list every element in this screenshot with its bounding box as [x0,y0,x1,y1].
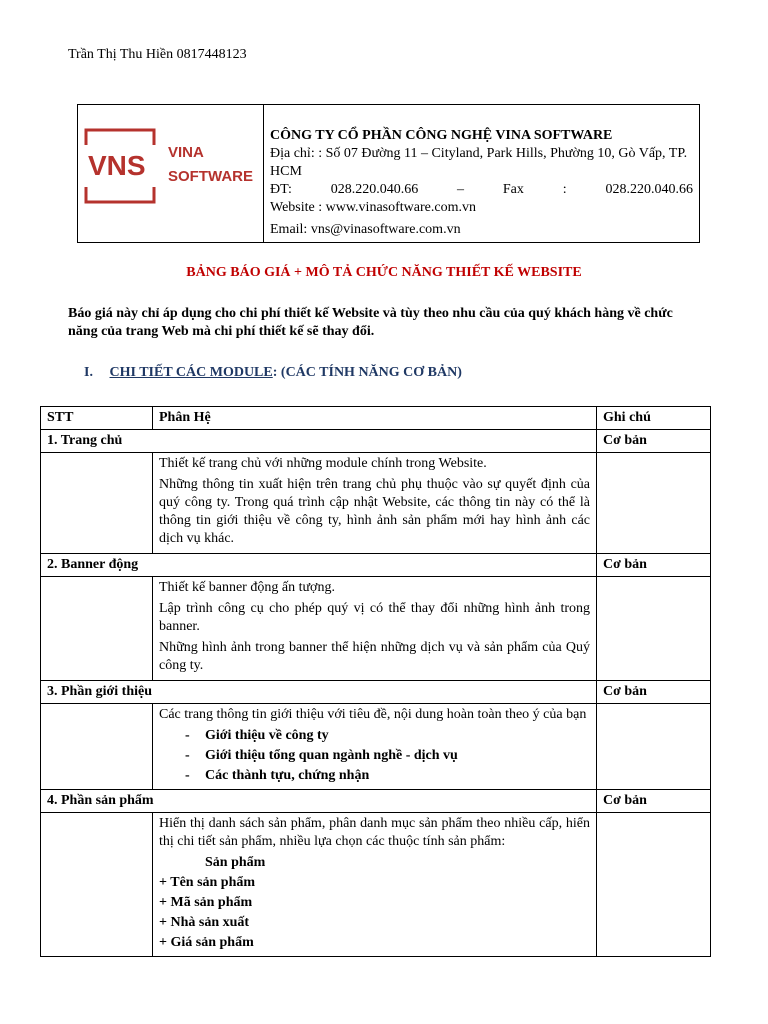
company-name: CÔNG TY CỔ PHẦN CÔNG NGHỆ VINA SOFTWARE [270,128,613,143]
company-address: Địa chỉ: : Số 07 Đường 11 – Cityland, Park Hills, Phường 10, Gò Vấp, TP. HCM [270,146,688,179]
author-line: Trần Thị Thu Hiền 0817448123 [68,47,247,62]
module-title-row [41,790,711,813]
module-title-row [41,430,711,453]
module-title-row [41,554,711,577]
bullet-item: - Giới thiệu tổng quan ngành nghề - dịch vụ [185,748,458,763]
fax-number: 028.220.040.66 [605,182,693,197]
intro-paragraph: Báo giá này chỉ áp dụng cho chi phí thiết kế Website và tùy theo nhu cầu của quý khách hàng về chức năng của trang Web mà chi phí thiết kế sẽ thay đổi. [68,306,673,339]
fax-label: Fax [502,182,524,197]
phone-label: ĐT: [270,182,292,197]
desc-paragraph: Những hình ảnh trong banner thể hiện những dịch vụ và sản phẩm của Quý công ty. [159,640,590,673]
company-header [77,104,700,243]
logo-sub-2: SOFTWARE [168,168,253,185]
module-title-row [41,681,711,704]
header-note: Ghi chú [597,407,711,430]
section-number: I. [84,365,93,380]
module-desc-row [41,813,711,957]
module-note: Cơ bản [597,790,711,813]
section-heading [84,365,462,381]
bullet-item: - Giới thiệu về công ty [185,728,329,743]
product-attribute: + Tên sản phẩm [159,875,256,890]
company-website: Website : www.vinasoftware.com.vn [270,200,476,215]
desc-paragraph: Hiển thị danh sách sản phẩm, phân danh mục sản phẩm theo nhiều cấp, hiển thị chi tiết sản phẩm, nhiều lựa chọn các thuộc tính sản phẩm: [159,816,590,849]
module-name: 1. Trang chủ [41,430,597,453]
module-description [153,813,597,957]
module-table [40,406,711,957]
module-desc-row [41,704,711,790]
product-attribute: + Mã sản phẩm [159,895,253,910]
module-note: Cơ bản [597,681,711,704]
document-title: BẢNG BÁO GIÁ + MÔ TẢ CHỨC NĂNG THIẾT KẾ WEBSITE [186,265,582,280]
company-logo [78,105,264,242]
company-email: Email: vns@vinasoftware.com.vn [270,222,461,237]
desc-paragraph: Các trang thông tin giới thiệu với tiêu đề, nội dung hoàn toàn theo ý của bạn [159,707,587,722]
header-module: Phân Hệ [153,407,597,430]
module-description [153,704,597,790]
fax-colon: : [562,182,567,197]
module-note: Cơ bản [597,430,711,453]
desc-paragraph: Thiết kế trang chủ với những module chính trong Website. [159,456,487,471]
company-contact-row [270,181,693,199]
vns-logo-icon [78,105,263,244]
module-name: 4. Phần sản phẩm [41,790,597,813]
phone-number: 028.220.040.66 [330,182,419,197]
product-attribute: + Giá sản phẩm [159,935,254,950]
product-subheading: Sản phẩm [205,855,266,870]
bullet-item: - Các thành tựu, chứng nhận [185,768,370,783]
logo-sub-1: VINA [168,144,204,161]
module-desc-row [41,453,711,554]
table-header-row [41,407,711,430]
product-attribute: + Nhà sản xuất [159,915,250,930]
module-description [153,577,597,681]
module-name: 3. Phần giới thiệu [41,681,597,704]
section-title: CHI TIẾT CÁC MODULE [109,365,273,380]
module-desc-row [41,577,711,681]
module-description [153,453,597,554]
module-name: 2. Banner động [41,554,597,577]
separator-dash: – [457,182,465,197]
desc-paragraph: Lập trình công cụ cho phép quý vị có thể thay đổi những hình ảnh trong banner. [159,601,590,634]
module-note: Cơ bản [597,554,711,577]
desc-paragraph: Những thông tin xuất hiện trên trang chủ phụ thuộc vào sự quyết định của quý công ty. Trong quá trình cập nhật Website, các thông tin này có thể là thông tin giới thiệu về công ty, hình ảnh sản phẩm mới hay hình ảnh các dịch vụ khác. [159,477,590,546]
section-subtitle: : (CÁC TÍNH NĂNG CƠ BẢN) [272,365,462,380]
desc-paragraph: Thiết kế banner động ấn tượng. [159,580,335,595]
header-stt: STT [41,407,153,430]
company-info [264,105,699,242]
logo-text: VNS [88,150,146,181]
